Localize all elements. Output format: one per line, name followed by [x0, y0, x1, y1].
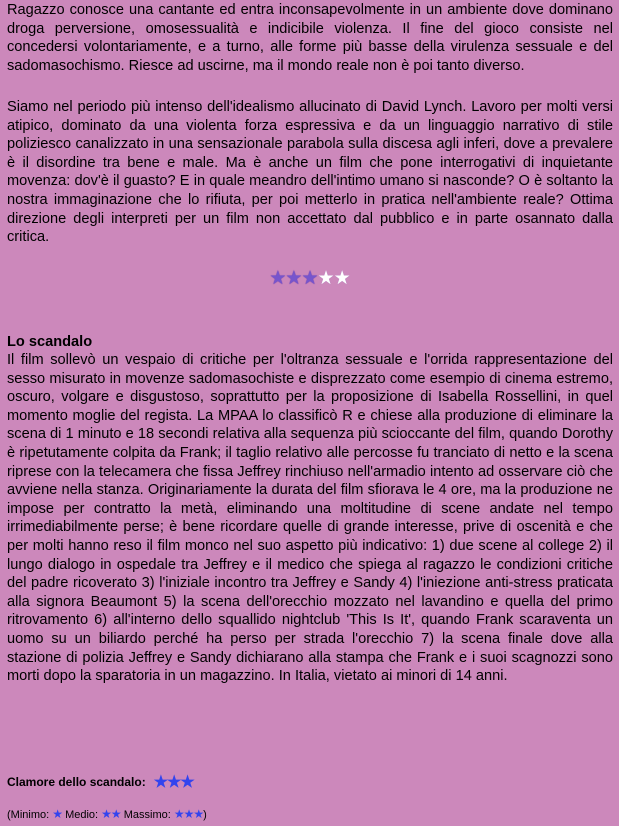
- legend-med-label: Medio:: [65, 809, 99, 821]
- legend-close: ): [203, 809, 207, 821]
- scandal-level-label: Clamore dello scandalo:: [7, 775, 146, 789]
- scandal-star-icons: ★★★: [153, 774, 194, 791]
- scandal-paragraph: Il film sollevò un vespaio di critiche per l'oltranza sessuale e l'orrida rappresentazione del sesso misurato in movenze sadomasochiste e disprezzato come esempio di cinema estremo, oscuro, volgare e disgustoso, soprattutto per la proposizione di Isabella Rossellini, in quel momento moglie del regista. La MPAA lo classificò R e chiese alla produzione di eliminare la scena di 1 minuto e 18 secondi relativa alla sequenza più scioccante del film, quando Dorothy è ripetutamente colpita da Frank; il taglio relativo alle percosse fu tranciato di netto e la scena riprese con la telecamera che fissa Jeffrey rinchiuso nell'armadio intento ad osservare ciò che avviene nella stanza. Originariamente la durata del film sfiorava le 4 ore, ma la produzione ne impose per contratto la metà, eliminando una moltitudine di scene andate nel tempo irrimediabilmente perse; è bene ricordare quelle di grande interesse, prive di oscenità e che per molti hanno reso il film monco nel suo aspetto più indicativo: 1) due scene al college 2) il lungo dialogo in ospedale tra Jeffrey e il medico che spiega al ragazzo le condizioni critiche del padre ricoverato 3) l'iniziale incontro tra Jeffrey e Sandy 4) l'iniezione anti-stress praticata alla signora Beaumont 5) la scena dell'orecchio mozzato nel lavandino e quella del primo ritrovamento 6) all'interno dello squallido nightclub 'This Is It', quando Frank scaraventa un uomo su un biliardo perché ha perso per strada l'orecchio 7) la scena finale dove alla stazione di polizia Jeffrey e Sandy dichiarano alla stampa che Frank e i suoi scagnozzi sono morti dopo la sparatoria in un magazzino. In Italia, vietato ai minori di 14 anni.: [7, 352, 613, 685]
- legend-max-label: Massimo:: [123, 809, 171, 821]
- star-empty-icon: ★: [333, 268, 350, 289]
- legend-min-label: Minimo:: [10, 809, 50, 821]
- legend-open: (: [7, 809, 11, 821]
- star-empty-icon: ★: [317, 268, 334, 289]
- legend-max-star-icon: ★★★: [173, 807, 204, 821]
- plot-paragraph: Ragazzo conosce una cantante ed entra inconsapevolmente in un ambiente dove dominano droga perversione, omosessualità e indicibile violenza. Il fine del gioco consiste nel concedersi volontariamente, e a turno, alle forme più basse della virulenza sessuale e del sadomasochismo. Riesce ad uscirne, ma il mondo reale non è poi tanto diverso.: [7, 2, 613, 74]
- scandal-heading: Lo scandalo: [7, 334, 93, 350]
- legend-med-star-icon: ★★: [101, 807, 121, 821]
- scandal-legend: [7, 807, 207, 821]
- star-rating: [0, 268, 619, 290]
- review-paragraph: Siamo nel periodo più intenso dell'idealismo allucinato di David Lynch. Lavoro per molti versi atipico, dominato da una violenta forza espressiva e da un linguaggio narrativo di stile poliziesco canalizzato in una sensazionale parabola sulla discesa agli inferi, dove a prevalere è il disordine tra bene e male. Ma è anche un film che pone interrogativi di inquietante movenza: dov'è il guasto? E in quale meandro dell'intimo umano si nasconde? O è soltanto la nostra immaginazione che lo rifiuta, per poi metterlo in pratica nell'ambiente reale? Ottima direzione degli interpreti per un film non accettato dal pubblico e in parte osannato dalla critica.: [7, 99, 613, 246]
- star-filled-icon: ★: [301, 268, 318, 289]
- star-filled-icon: ★: [285, 268, 302, 289]
- scandal-level: [7, 772, 194, 792]
- star-filled-icon: ★: [269, 268, 286, 289]
- legend-min-star-icon: ★: [52, 807, 63, 821]
